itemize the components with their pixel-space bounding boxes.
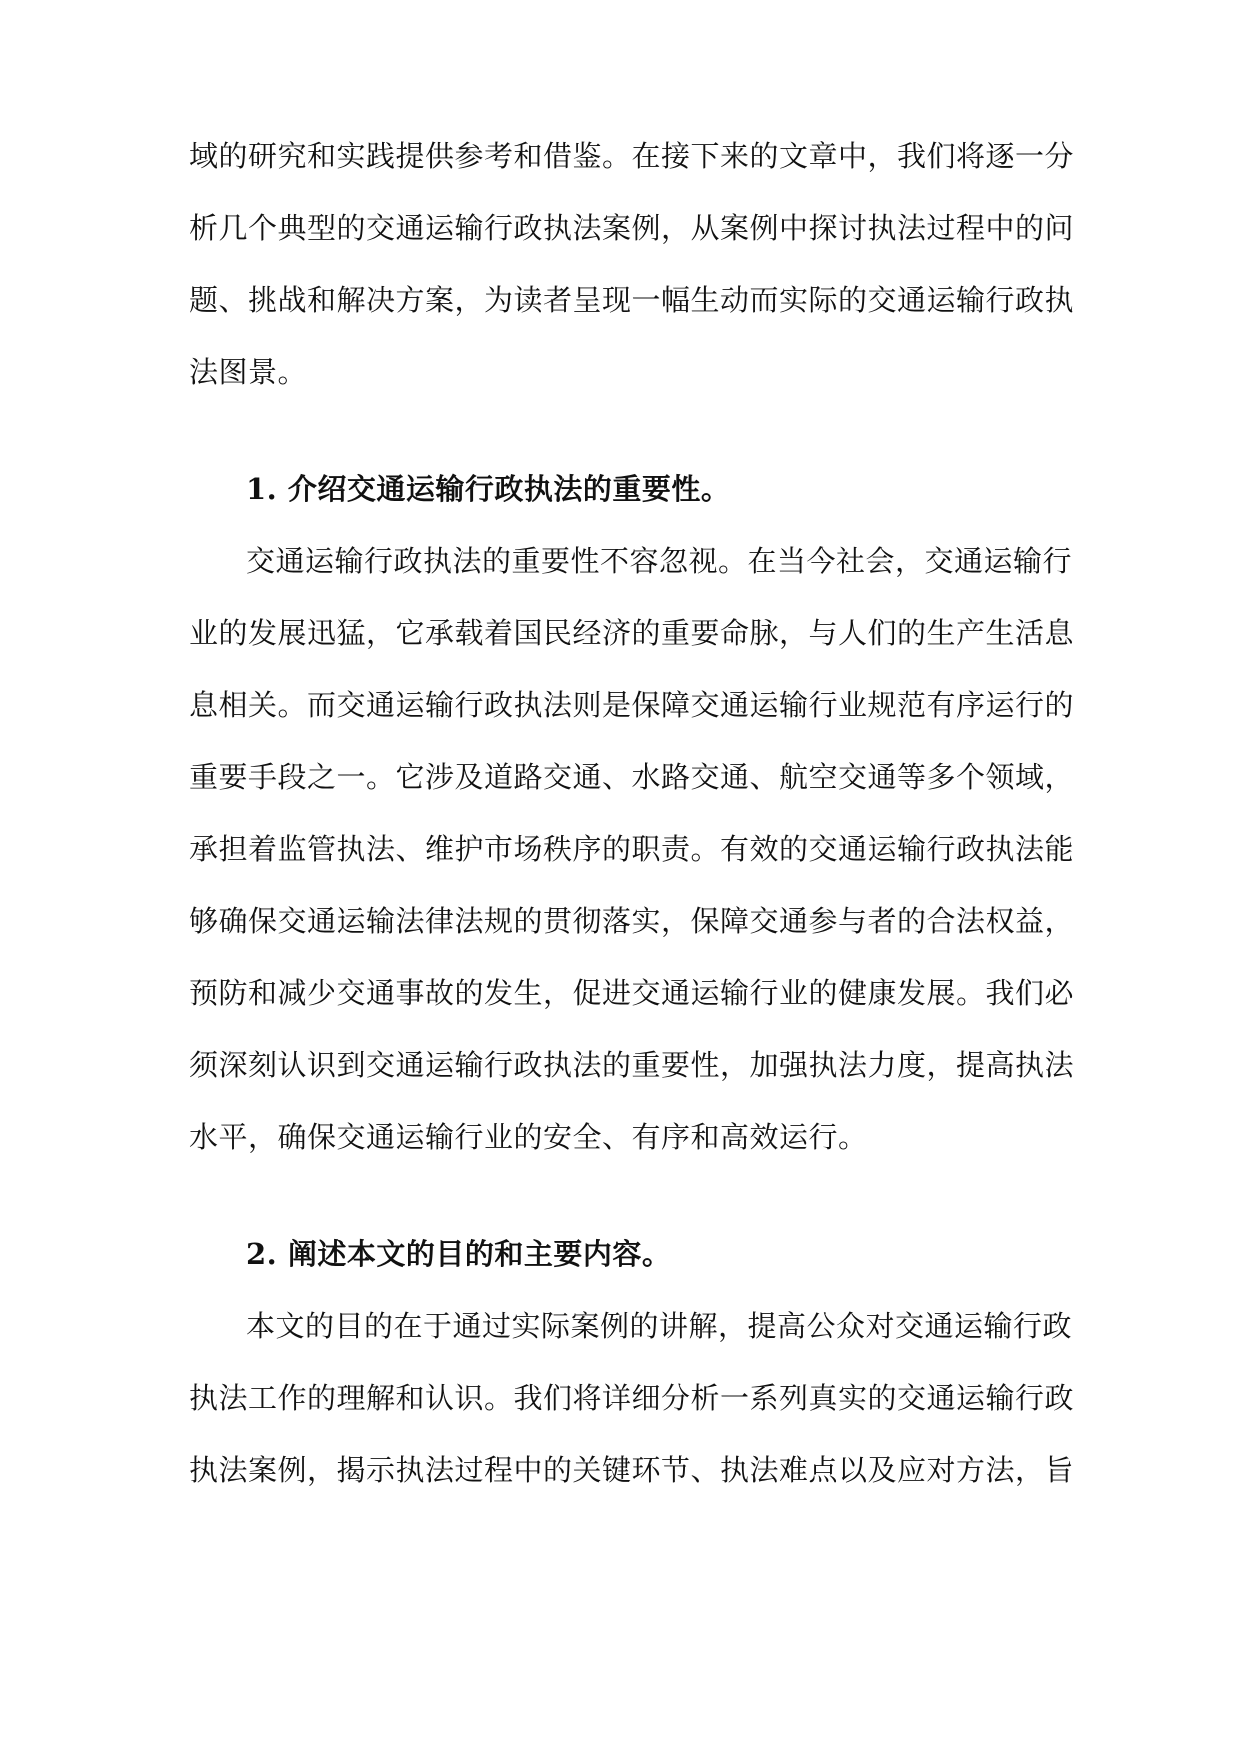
section-2-line-3: 执法案例，揭示执法过程中的关键环节、执法难点以及应对方法，旨 <box>189 1453 1075 1487</box>
section-2-line-1: 本文的目的在于通过实际案例的讲解，提高公众对交通运输行政 <box>246 1309 1073 1343</box>
section-2-line-2: 执法工作的理解和认识。我们将详细分析一系列真实的交通运输行政 <box>189 1381 1075 1415</box>
section-1-line-7: 预防和减少交通事故的发生，促进交通运输行业的健康发展。我们必 <box>189 976 1075 1010</box>
section-1-line-6: 够确保交通运输法律法规的贯彻落实，保障交通参与者的合法权益， <box>189 904 1075 938</box>
section-2-heading: 2. 阐述本文的目的和主要内容。 <box>246 1237 672 1271</box>
section-1-line-4: 重要手段之一。它涉及道路交通、水路交通、航空交通等多个领域， <box>189 760 1075 794</box>
intro-line-3: 题、挑战和解决方案，为读者呈现一幅生动而实际的交通运输行政执 <box>189 283 1075 317</box>
section-1-line-5: 承担着监管执法、维护市场秩序的职责。有效的交通运输行政执法能 <box>189 832 1075 866</box>
section-1-line-2: 业的发展迅猛，它承载着国民经济的重要命脉，与人们的生产生活息 <box>189 616 1075 650</box>
section-1-heading: 1. 介绍交通运输行政执法的重要性。 <box>246 472 731 506</box>
section-1-line-8: 须深刻认识到交通运输行政执法的重要性，加强执法力度，提高执法 <box>189 1048 1075 1082</box>
intro-line-4: 法图景。 <box>189 355 308 389</box>
intro-line-2: 析几个典型的交通运输行政执法案例，从案例中探讨执法过程中的问 <box>189 211 1075 245</box>
section-1-line-3: 息相关。而交通运输行政执法则是保障交通运输行业规范有序运行的 <box>189 688 1075 722</box>
section-1-line-1: 交通运输行政执法的重要性不容忽视。在当今社会，交通运输行 <box>246 544 1073 578</box>
section-1-line-9: 水平，确保交通运输行业的安全、有序和高效运行。 <box>189 1120 868 1154</box>
intro-line-1: 域的研究和实践提供参考和借鉴。在接下来的文章中，我们将逐一分 <box>189 139 1075 173</box>
